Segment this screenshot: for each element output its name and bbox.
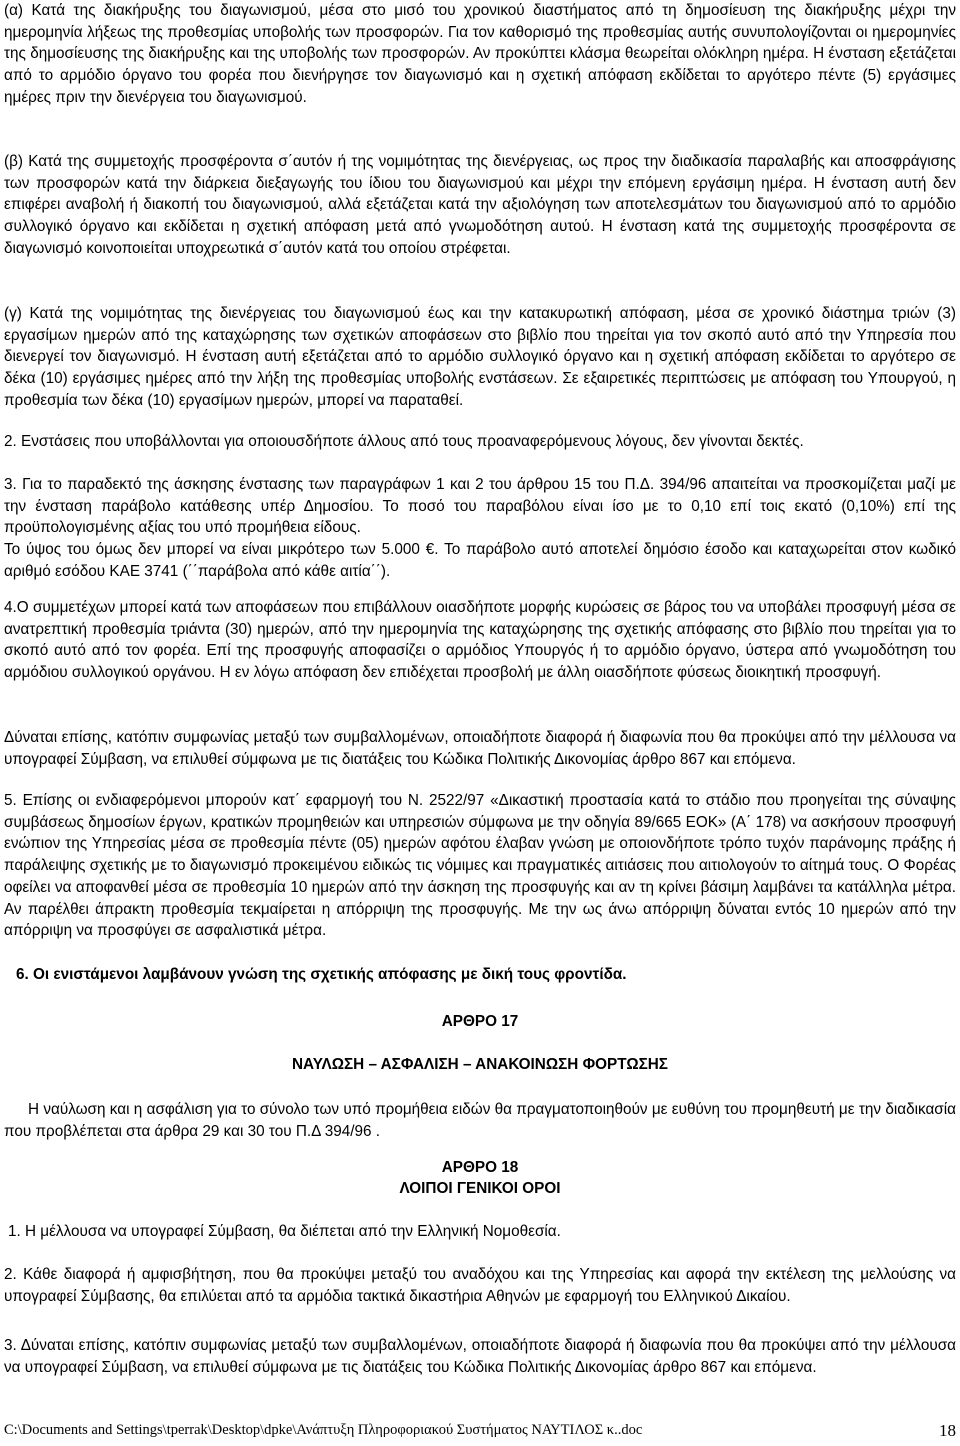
article-17-heading: ΑΡΘΡΟ 17 bbox=[441, 1013, 519, 1030]
paragraph-4-continued: Δύναται επίσης, κατόπιν συμφωνίας μεταξύ των συμβαλλομένων, οποιαδήποτε διαφορά ή διαφωνία που θα προκύψει από την μέλλουσα να υπογραφεί Σύμβαση, να επιλυθεί σύμφωνα με τις διατάξεις του Κώδικα Πολιτικής Δικονομίας άρθρο 867 και επόμενα. bbox=[4, 729, 956, 768]
general-terms-2: 2. Κάθε διαφορά ή αμφισβήτηση, που θα προκύψει μεταξύ του αναδόχου και της Υπηρεσίας και αφορά την εκτέλεση της μελλούσης να υπογραφεί Σύμβασης, θα επιλύεται από τα αρμόδια τακτικά δικαστήρια Αθηνών με εφαρμογή του Ελληνικού Δικαίου. bbox=[4, 1266, 956, 1305]
paragraph-3-continued: Το ύψος του όμως δεν μπορεί να είναι μικρότερο των 5.000 €. Το παράβολο αυτό αποτελεί δημόσιο έσοδο και καταχωρείται στον κωδικό αριθμό εσόδου ΚΑΕ 3741 (΄΄παράβολα από κάθε αιτία΄΄). bbox=[4, 541, 956, 580]
paragraph-objection-a: (α) Κατά της διακήρυξης του διαγωνισμού, μέσα στο μισό του χρονικού διαστήματος από τη δημοσίευση της διακήρυξης μέχρι την ημερομηνία λήξεως της προθεσμίας υποβολής των προσφορών. Για τον καθορισμό της προθεσμίας αυτής συνυπολογίζονται οι ημερομηνίες της δημοσίευσης της διακήρυξης και της υποβολής των προσφορών. Αν προκύπτει κλάσμα θεωρείται ολόκληρη ημέρα. Η ένσταση εξετάζεται από το αρμόδιο όργανο του φορέα που διενήργησε τον διαγωνισμό και η σχετική απόφαση εκδίδεται το αργότερο πέντε (5) εργάσιμες ημέρες πριν την διενέργεια του διαγωνισμού. bbox=[4, 2, 956, 106]
article-17-body: Η ναύλωση και η ασφάλιση για το σύνολο των υπό προμήθεια ειδών θα πραγματοποιηθούν με ευθύνη του προμηθευτή με την διαδικασία που προβλέπεται στα άρθρα 29 και 30 του Π.Δ 394/96 . bbox=[4, 1101, 956, 1140]
article-18-title: ΛΟΙΠΟΙ ΓΕΝΙΚΟΙ ΟΡΟΙ bbox=[399, 1180, 561, 1197]
general-terms-3: 3. Δύναται επίσης, κατόπιν συμφωνίας μεταξύ των συμβαλλομένων, οποιαδήποτε διαφορά ή διαφωνία που θα προκύψει από την μέλλουσα να υπογραφεί Σύμβαση, να επιλυθεί σύμφωνα με τις διατάξεις του Κώδικα Πολιτικής Δικονομίας άρθρο 867 και επόμενα. bbox=[4, 1337, 956, 1376]
paragraph-objection-c: (γ) Κατά της νομιμότητας της διενέργειας του διαγωνισμού έως και την κατακυρωτική απόφαση, μέσα σε χρονικό διάστημα τριών (3) εργασίμων ημερών από της καταχώρησης των σχετικών αποφάσεων στο βιβλίο που τηρείται για τον σκοπό αυτό από την Υπηρεσία που διενεργεί τον διαγωνισμό. Η ένσταση αυτή εξετάζεται από το αρμόδιο συλλογικό όργανο και η σχετική απόφαση εκδίδεται το αργότερο σε δέκα (10) εργάσιμες ημέρες από την λήξη της προθεσμίας υποβολής ενστάσεων. Σε εξαιρετικές περιπτώσεις με απόφαση του Υπουργού, η προθεσμία των δέκα (10) εργασίμων ημερών, μπορεί να παραταθεί. bbox=[4, 305, 956, 409]
paragraph-2: 2. Ενστάσεις που υποβάλλονται για οποιουσδήποτε άλλους από τους προαναφερόμενους λόγους, δεν γίνονται δεκτές. bbox=[4, 433, 804, 450]
paragraph-5: 5. Επίσης οι ενδιαφερόμενοι μπορούν κατ΄ εφαρμογή του Ν. 2522/97 «Δικαστική προστασία κατά το στάδιο που προηγείται της σύναψης συμβάσεως δημοσίων έργων, κρατικών προμηθειών και υπηρεσιών σύμφωνα με την οδηγία 89/665 ΕΟΚ» (Α΄ 178) να ασκήσουν προσφυγή ενώπιον της Υπηρεσίας μέσα σε προθεσμία πέντε (05) ημερών αφότου έλαβαν γνώση με οποιονδήποτε τρόπο τυχόν παράνομης πράξης ή παράλειψης σχετικής με το διαγωνισμό προκειμένου ειδικώς τις νόμιμες και πραγματικές αιτιάσεις που αιτιολογούν το αίτημά τους. Ο Φορέας οφείλει να αποφανθεί μέσα σε προθεσμία 10 ημερών από την άσκηση της προσφυγής και αν τη κρίνει βάσιμη λαμβάνει τα κατάλληλα μέτρα. Αν παρέλθει άπρακτη προθεσμία τεκμαίρεται η απόρριψη της προσφυγής. Με την ως άνω απόρριψη δύναται εντός 10 ημερών από την απόρριψη να προσφύγει σε ασφαλιστικά μέτρα. bbox=[4, 792, 956, 940]
paragraph-objection-b: (β) Κατά της συμμετοχής προσφέροντα σ΄αυτόν ή της νομιμότητας της διενέργειας, ως προς την διαδικασία παραλαβής και αποσφράγισης των προσφορών κατά την διάρκεια διεξαγωγής του ίδιου του διαγωνισμού και μέχρι την επόμενη εργάσιμη ημέρα. Η ένσταση αυτή δεν επιφέρει αναβολή ή διακοπή του διαγωνισμού, αλλά εξετάζεται κατά την αξιολόγηση των αποτελεσμάτων του διαγωνισμού από το αρμόδιο συλλογικό όργανο και εκδίδεται η σχετική απόφαση μετά από γνωμοδότηση αυτού. Η ένσταση κατά της συμμετοχής προσφέροντα σε διαγωνισμό κοινοποιείται υποχρεωτικά σ΄αυτόν κατά του οποίου στρέφεται. bbox=[4, 153, 956, 257]
article-18-heading: ΑΡΘΡΟ 18 bbox=[441, 1159, 519, 1176]
paragraph-3: 3. Για το παραδεκτό της άσκησης ένστασης των παραγράφων 1 και 2 του άρθρου 15 του Π.Δ. 394/96 απαιτείται να προσκομίζεται μαζί με την ένσταση παράβολο κατάθεσης υπέρ Δημοσίου. Το ποσό του παραβόλου είναι ίσο με το 0,10 επί τοις εκατό (0,10%) επί της προϋπολογισμένης αξίας του υπό προμήθεια είδους. bbox=[4, 476, 956, 537]
paragraph-4: 4.Ο συμμετέχων μπορεί κατά των αποφάσεων που επιβάλλουν οιασδήποτε μορφής κυρώσεις σε βάρος του να υποβάλει προσφυγή μέσα σε ανατρεπτική προθεσμία τριάντα (30) ημερών, από την ημερομηνία της καταχώρησης της σχετικής απόφασης στο βιβλίο που τηρείται για το σκοπό αυτό από τον φορέα. Επί της προσφυγής αποφασίζει ο αρμόδιος Υπουργός ή το αρμόδιο όργανο, ύστερα από γνωμοδότηση του αρμόδιου συλλογικού οργάνου. Η εν λόγω απόφαση δεν επιδέχεται προσβολή με άλλη οιασδήποτε φύσεως διοικητική προσφυγή. bbox=[4, 599, 956, 682]
paragraph-6: 6. Οι ενιστάμενοι λαμβάνουν γνώση της σχετικής απόφασης με δική τους φροντίδα. bbox=[16, 966, 627, 983]
general-terms-1: 1. Η μέλλουσα να υπογραφεί Σύμβαση, θα διέπεται από την Ελληνική Νομοθεσία. bbox=[8, 1223, 561, 1240]
article-17-title: ΝΑΥΛΩΣΗ – ΑΣΦΑΛΙΣΗ – ΑΝΑΚΟΙΝΩΣΗ ΦΟΡΤΩΣΗΣ bbox=[291, 1056, 668, 1073]
footer-file-path: C:\Documents and Settings\tperrak\Desktop\dpke\Ανάπτυξη Πληροφοριακού Συστήματος ΝΑΥΤΙΛΟΣ κ..doc bbox=[4, 1422, 643, 1438]
footer-page-number: 18 bbox=[939, 1421, 956, 1440]
